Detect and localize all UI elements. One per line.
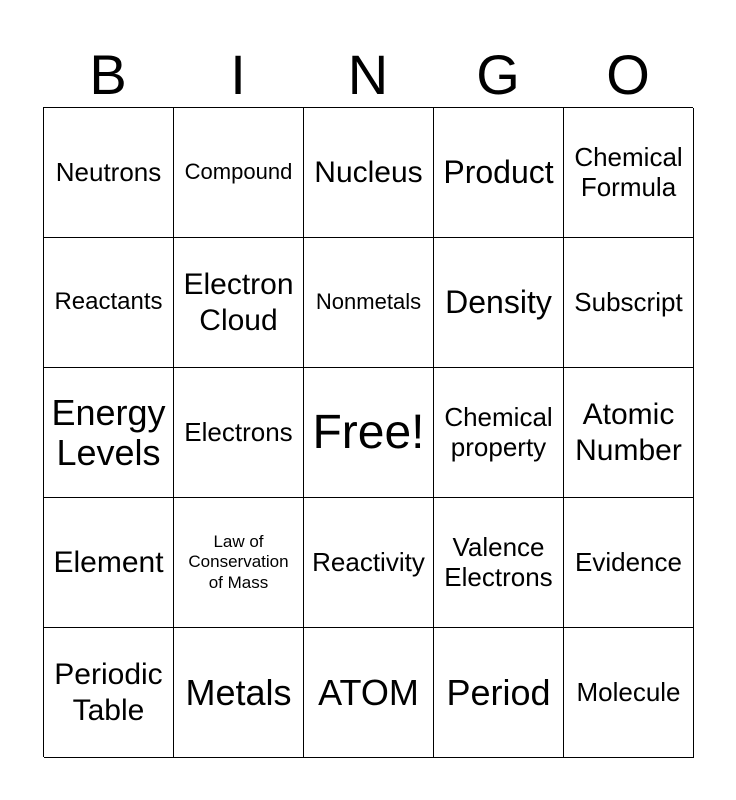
bingo-cell[interactable]: Reactants <box>44 238 174 368</box>
bingo-cell[interactable]: Electrons <box>174 368 304 498</box>
bingo-cell[interactable]: Density <box>434 238 564 368</box>
bingo-cell[interactable]: Nonmetals <box>304 238 434 368</box>
header-letter-n: N <box>347 43 389 106</box>
bingo-cell[interactable]: Valence Electrons <box>434 498 564 628</box>
bingo-cell[interactable]: Period <box>434 628 564 758</box>
bingo-cell[interactable]: Neutrons <box>44 108 174 238</box>
bingo-cell[interactable]: ATOM <box>304 628 434 758</box>
bingo-cell[interactable]: Compound <box>174 108 304 238</box>
header-letter-g: G <box>476 43 520 106</box>
bingo-cell[interactable]: Element <box>44 498 174 628</box>
header-letter-b: B <box>89 43 127 106</box>
bingo-cell[interactable]: Electron Cloud <box>174 238 304 368</box>
bingo-cell[interactable]: Law of Conservation of Mass <box>174 498 304 628</box>
header-letter-o: O <box>606 43 650 106</box>
free-space-cell[interactable]: Free! <box>304 368 434 498</box>
bingo-cell[interactable]: Metals <box>174 628 304 758</box>
bingo-board <box>43 107 693 757</box>
bingo-cell[interactable]: Reactivity <box>304 498 434 628</box>
bingo-header <box>43 44 693 106</box>
bingo-cell[interactable]: Energy Levels <box>44 368 174 498</box>
bingo-cell[interactable]: Chemical property <box>434 368 564 498</box>
bingo-cell[interactable]: Subscript <box>564 238 694 368</box>
bingo-cell[interactable]: Atomic Number <box>564 368 694 498</box>
bingo-cell[interactable]: Evidence <box>564 498 694 628</box>
bingo-cell[interactable]: Periodic Table <box>44 628 174 758</box>
bingo-cell[interactable]: Chemical Formula <box>564 108 694 238</box>
bingo-cell[interactable]: Molecule <box>564 628 694 758</box>
bingo-cell[interactable]: Product <box>434 108 564 238</box>
header-letter-i: I <box>230 43 246 106</box>
bingo-cell[interactable]: Nucleus <box>304 108 434 238</box>
